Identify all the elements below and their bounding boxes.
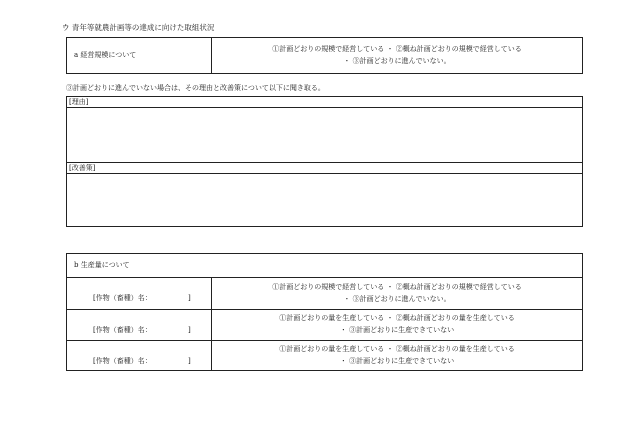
production-options-cell [212,340,582,371]
crop-name-bracket: ] [188,326,191,334]
production-options-line1: ①計画どおりの量を生産している ・ ②概ね計画どおりの量を生産している [279,345,515,354]
section-title: ウ 青年等就農計画等の達成に向けた取組状況 [62,23,215,32]
production-options-line1: ①計画どおりの量を生産している ・ ②概ね計画どおりの量を生産している [279,314,515,323]
table-row [66,309,211,340]
production-options-line1: ①計画どおりの規模で経営している ・ ②概ね計画どおりの規模で経営している [272,282,522,291]
scale-options-line1: ①計画どおりの規模で経営している ・ ②概ね計画どおりの規模で経営している [272,45,522,54]
production-header: b 生産量について [74,260,130,269]
production-options-line2: ・ ③計画どおりに生産できていない [339,326,455,334]
improvement-label: [改善策] [69,164,96,172]
production-header-cell [74,253,574,277]
production-options-cell [212,309,582,340]
reason-label: [理由] [69,98,89,106]
follow-up-instruction: ③計画どおりに進んでいない場合は、その理由と改善策について以下に聞き取る。 [66,84,325,92]
scale-label-cell [74,37,211,74]
production-options-line2: ・ ③計画どおりに進んでいない。 [343,294,451,303]
scale-options-line2: ・ ③計画どおりに進んでいない。 [343,57,451,65]
crop-name-label: [作物（畜種）名： [93,357,152,365]
reason-input-area[interactable] [67,108,582,161]
table-row [66,340,211,371]
scale-options-cell [212,37,582,74]
crop-name-label: [作物（畜種）名： [93,326,152,334]
production-options-cell [212,277,582,309]
production-options-line2: ・ ③計画どおりに生産できていない [339,357,455,365]
improvement-input-area[interactable] [67,174,582,226]
crop-name-bracket: ] [188,357,191,365]
table-row [66,277,211,309]
crop-name-bracket: ] [188,294,191,302]
crop-name-label: [作物（畜種）名： [93,294,152,302]
scale-label: a 経営規模について [74,51,137,60]
